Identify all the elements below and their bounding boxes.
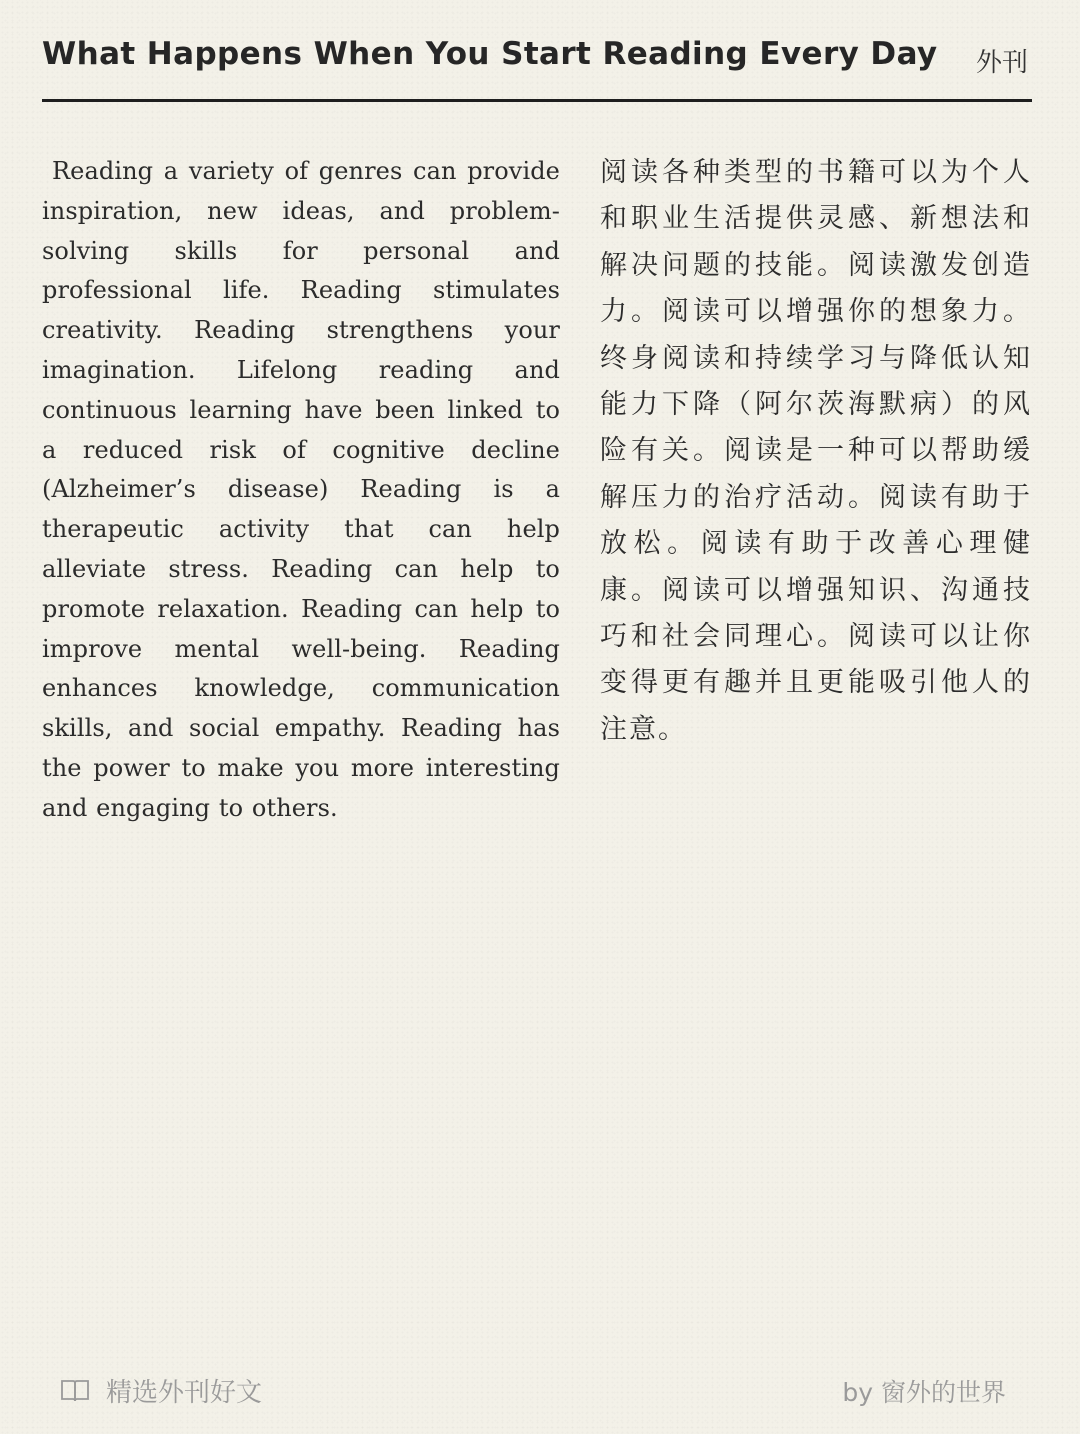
- page-header: [42, 30, 1032, 102]
- footer-left-label: 精选外刊好文: [106, 1378, 263, 1408]
- english-paragraph: Reading a variety of genres can provide inspiration, new ideas, and problem-solving skills for personal and professional life. Reading stimulates creativity. Reading strengthens your imagination. Lifelong reading and continuous learning have been linked to a reduced risk of cognitive decline (Alzheimer’s disease) Reading is a therapeutic activity that can help alleviate stress. Reading can help to promote relaxation. Reading can help to improve mental well-being. Reading enhances knowledge, communication skills, and social empathy. Reading has the power to make you more interesting and engaging to others.: [42, 157, 560, 822]
- footer-brand: [60, 1372, 262, 1409]
- category-tag: 外刊: [975, 48, 1028, 78]
- article-title: What Happens When You Start Reading Every Day: [42, 36, 938, 72]
- footer-author: by 窗外的世界: [842, 1378, 1006, 1407]
- book-icon: [60, 1378, 90, 1404]
- chinese-paragraph: 阅读各种类型的书籍可以为个人和职业生活提供灵感、新想法和解决问题的技能。阅读激发创造力。阅读可以增强你的想象力。终身阅读和持续学习与降低认知能力下降（阿尔茨海默病）的风险有关。阅读是一种可以帮助缓解压力的治疗活动。阅读有助于放松。阅读有助于改善心理健康。阅读可以增强知识、沟通技巧和社会同理心。阅读可以让你变得更有趣并且更能吸引他人的注意。: [600, 157, 1032, 745]
